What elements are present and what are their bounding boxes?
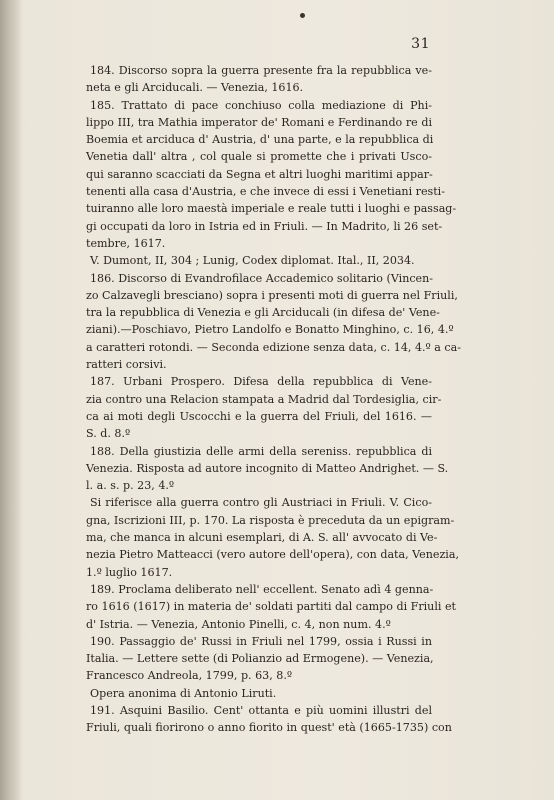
text-line: tuiranno alle loro maestà imperiale e reale tutti i luoghi e passag- [86,202,457,216]
text-line: Friuli, quali fiorirono o anno fiorito in quest' età (1665-1735) con [86,721,452,735]
bibliography-text [86,62,462,737]
text-line: 185. Trattato di pace conchiuso colla mediazione di Phi- [90,98,432,112]
text-line: zia contro una Relacion stampata a Madrid dal Tordesiglia, cir- [86,392,442,406]
text-line: Italia. — Lettere sette (di Polianzio ad Ermogene). — Venezia, [86,652,434,666]
text-line: tra la repubblica di Venezia e gli Arciducali (in difesa de' Vene- [86,306,440,320]
text-line: 191. Asquini Basilio. Cent' ottanta e più uomini illustri del [90,703,432,717]
binding-gutter [0,0,22,800]
text-line: lippo III, tra Mathia imperator de' Romani e Ferdinando re di [86,115,432,129]
text-line: gna, Iscrizioni III, p. 170. La risposta è preceduta da un epigram- [86,513,455,527]
text-line: V. Dumont, II, 304 ; Lunig, Codex diplomat. Ital., II, 2034. [90,254,415,268]
text-line: Boemia et arciduca d' Austria, d' una parte, e la repubblica di [86,133,434,147]
text-line: 184. Discorso sopra la guerra presente fra la repubblica ve- [90,64,432,77]
text-line: S. d. 8.º [86,427,131,441]
page-number: 31 [411,36,430,52]
text-line: Si riferisce alla guerra contro gli Austriaci in Friuli. V. Cico- [90,496,432,510]
text-line: ro 1616 (1617) in materia de' soldati partiti dal campo di Friuli et [86,600,456,614]
text-line: 189. Proclama deliberato nell' eccellent. Senato adì 4 genna- [90,582,434,596]
text-line: 1.º luglio 1617. [86,565,173,579]
text-line: Opera anonima di Antonio Liruti. [90,686,277,700]
text-line: a caratteri rotondi. — Seconda edizione senza data, c. 14, 4.º a ca- [86,340,462,354]
text-line: neta e gli Arciducali. — Venezia, 1616. [86,81,304,95]
text-line: qui saranno scacciati da Segna et altri luoghi maritimi appar- [86,167,433,181]
text-line: tembre, 1617. [86,236,166,250]
ink-speck [300,13,305,18]
text-line: gi occupati da loro in Istria ed in Friuli. — In Madrito, li 26 set- [86,219,443,233]
text-line: zo Calzavegli bresciano) sopra i presenti moti di guerra nel Friuli, [86,288,458,302]
text-line: 187. Urbani Prospero. Difesa della repubblica di Vene- [90,375,432,389]
text-line: ca ai moti degli Uscocchi e la guerra del Friuli, del 1616. — [86,409,432,423]
text-line: tenenti alla casa d'Austria, e che invece di essi i Venetiani resti- [86,185,445,199]
text-line: ratteri corsivi. [86,358,167,372]
text-line: ziani).—Poschiavo, Pietro Landolfo e Bonatto Minghino, c. 16, 4.º [86,323,454,337]
text-line: d' Istria. — Venezia, Antonio Pinelli, c. 4, non num. 4.º [86,617,391,631]
text-line: Venetia dall' altra , col quale si promette che i privati Usco- [86,150,432,164]
text-line: Venezia. Risposta ad autore incognito di Matteo Andrighet. — S. [86,461,449,475]
text-line: ma, che manca in alcuni esemplari, di A. S. all' avvocato di Ve- [86,531,438,545]
text-line: Francesco Andreola, 1799, p. 63, 8.º [86,669,293,683]
text-line: l. a. s. p. 23, 4.º [86,479,175,493]
text-line: nezia Pietro Matteacci (vero autore dell'opera), con data, Venezia, [86,548,459,562]
text-line: 188. Della giustizia delle armi della sereniss. repubblica di [90,444,432,458]
text-line: 190. Passaggio de' Russi in Friuli nel 1799, ossia i Russi in [90,634,432,648]
text-line: 186. Discorso di Evandrofilace Accademico solitario (Vincen- [90,271,434,285]
